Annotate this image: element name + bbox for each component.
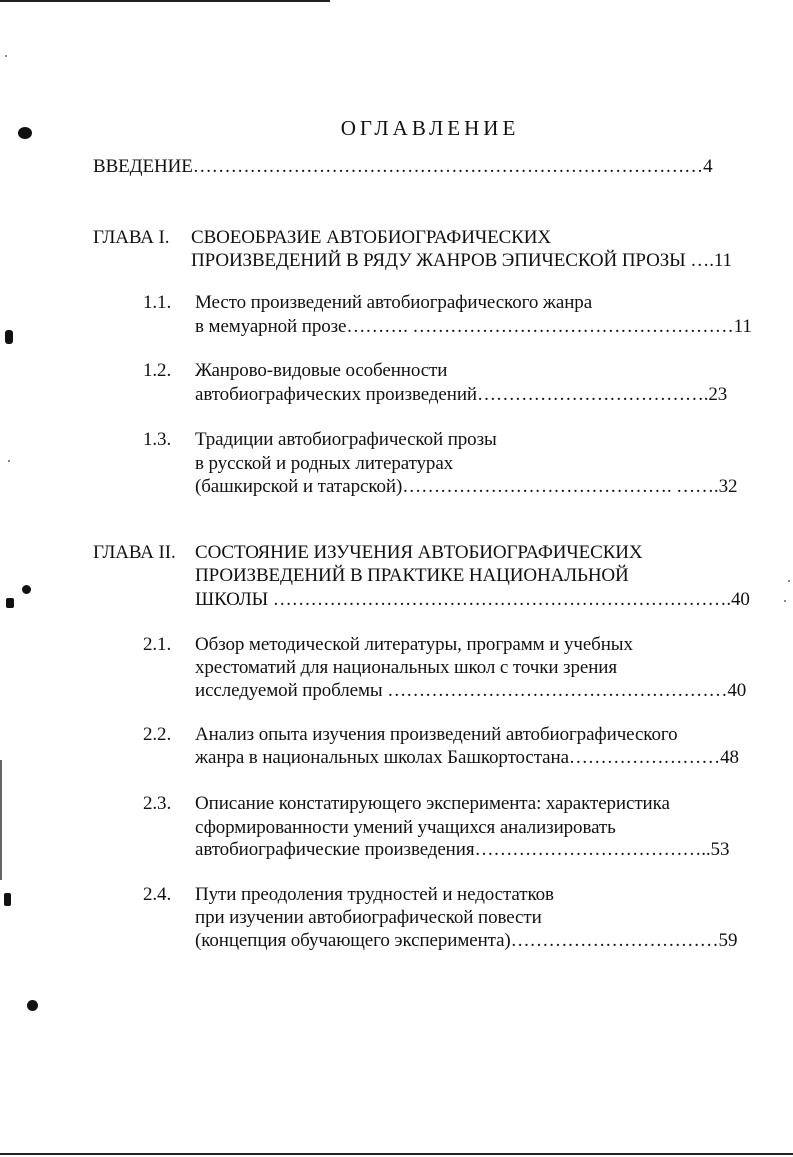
chapter-1-title-line-2: ПРОИЗВЕДЕНИЙ В РЯДУ ЖАНРОВ ЭПИЧЕСКОЙ ПРОЗЫ ….11 <box>191 250 732 271</box>
chapter-1-label: ГЛАВА I. <box>93 227 170 248</box>
section-1-1-line-1: Место произведений автобиографического жанра <box>195 292 593 313</box>
section-1-1-line-2: в мемуарной прозе………. ……………………………………………11 <box>195 316 752 337</box>
section-number: 1.2. <box>143 360 172 381</box>
chapter-2-title-line-1: СОСТОЯНИЕ ИЗУЧЕНИЯ АВТОБИОГРАФИЧЕСКИХ <box>195 542 643 563</box>
section-2-1-line-2: хрестоматий для национальных школ с точки зрения <box>195 657 617 678</box>
scan-bottom-edge <box>0 1153 793 1155</box>
chapter-2-title-line-3: ШКОЛЫ ……………………………………………………………….40 <box>195 589 750 610</box>
section-2-4-line-1: Пути преодоления трудностей и недостатков <box>195 884 554 905</box>
scan-blot <box>4 893 11 906</box>
scan-top-edge <box>0 0 330 2</box>
scan-left-edge <box>0 760 2 880</box>
page-title: ОГЛАВЛЕНИЕ <box>340 116 520 140</box>
section-2-2-line-1: Анализ опыта изучения произведений автобиографического <box>195 724 678 745</box>
chapter-1-title-line-1: СВОЕОБРАЗИЕ АВТОБИОГРАФИЧЕСКИХ <box>191 227 551 248</box>
section-2-2-line-2: жанра в национальных школах Башкортостана……………………48 <box>195 747 739 768</box>
section-1-2-line-2: автобиографических произведений……………………………….23 <box>195 384 728 405</box>
section-2-1-line-3: исследуемой проблемы ………………………………………………40 <box>195 680 747 701</box>
scan-speck <box>5 55 7 57</box>
chapter-2-title-line-2: ПРОИЗВЕДЕНИЙ В ПРАКТИКЕ НАЦИОНАЛЬНОЙ <box>195 565 629 586</box>
section-1-3-line-1: Традиции автобиографической прозы <box>195 429 497 450</box>
section-1-2-line-1: Жанрово-видовые особенности <box>195 360 448 381</box>
section-number: 2.2. <box>143 724 172 745</box>
scan-speck <box>788 580 790 582</box>
section-2-3-line-3: автобиографические произведения………………………………..53 <box>195 839 730 860</box>
scan-speck <box>8 460 10 462</box>
section-number: 2.4. <box>143 884 172 905</box>
section-number: 1.1. <box>143 292 172 313</box>
section-2-3-line-2: сформированности умений учащихся анализировать <box>195 817 616 838</box>
section-number: 1.3. <box>143 429 172 450</box>
section-2-1-line-1: Обзор методической литературы, программ и учебных <box>195 634 633 655</box>
section-1-3-line-2: в русской и родных литературах <box>195 453 454 474</box>
section-number: 2.1. <box>143 634 172 655</box>
chapter-2-label: ГЛАВА II. <box>93 542 176 563</box>
section-2-4-line-3: (концепция обучающего эксперимента)……………………………59 <box>195 930 738 951</box>
section-2-4-line-2: при изучении автобиографической повести <box>195 907 542 928</box>
toc-entry-introduction: ВВЕДЕНИЕ………………………………………………………………………4 <box>93 156 713 177</box>
scan-blot <box>22 585 31 594</box>
scan-blot <box>27 1000 38 1011</box>
section-number: 2.3. <box>143 793 172 814</box>
section-2-3-line-1: Описание констатирующего эксперимента: характеристика <box>195 793 670 814</box>
scan-blot <box>6 598 14 608</box>
section-1-3-line-3: (башкирской и татарской)……………………………………. …….32 <box>195 476 738 497</box>
scan-blot <box>5 330 13 344</box>
scan-speck <box>784 600 786 602</box>
